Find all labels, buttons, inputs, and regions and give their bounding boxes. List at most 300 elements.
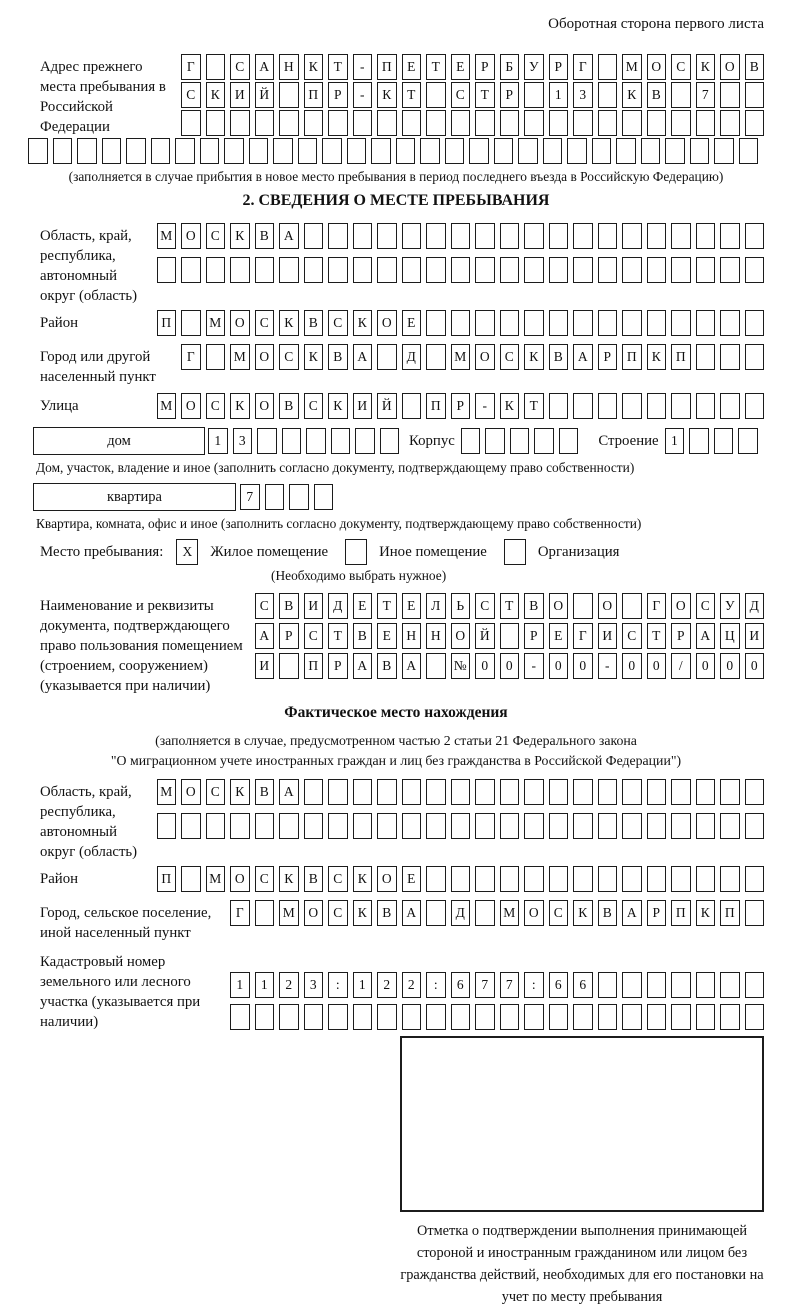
char-box[interactable]: П — [426, 393, 446, 419]
char-box[interactable]: К — [230, 393, 250, 419]
char-box[interactable]: О — [475, 344, 495, 370]
char-box[interactable]: В — [255, 223, 275, 249]
char-box[interactable]: О — [377, 310, 397, 336]
char-box[interactable]: 7 — [240, 484, 260, 510]
char-box[interactable]: А — [622, 900, 642, 926]
char-box[interactable] — [622, 257, 642, 283]
char-box[interactable] — [647, 1004, 667, 1030]
char-box[interactable] — [255, 1004, 275, 1030]
char-box[interactable] — [598, 223, 618, 249]
char-box[interactable]: В — [377, 653, 397, 679]
char-box[interactable]: И — [353, 393, 373, 419]
char-box[interactable]: Р — [279, 623, 299, 649]
char-box[interactable] — [377, 344, 397, 370]
char-box[interactable] — [524, 866, 544, 892]
char-box[interactable]: 0 — [500, 653, 520, 679]
char-box[interactable]: С — [230, 54, 250, 80]
char-box[interactable]: К — [230, 223, 250, 249]
char-box[interactable] — [720, 257, 740, 283]
char-box[interactable]: К — [230, 779, 250, 805]
char-box[interactable] — [306, 428, 326, 454]
char-box[interactable]: С — [304, 393, 324, 419]
char-box[interactable] — [549, 866, 569, 892]
char-box[interactable] — [500, 866, 520, 892]
char-box[interactable] — [328, 1004, 348, 1030]
char-box[interactable] — [696, 866, 716, 892]
char-box[interactable] — [549, 223, 569, 249]
char-box[interactable]: Д — [328, 593, 348, 619]
char-box[interactable]: Т — [328, 623, 348, 649]
char-box[interactable]: Л — [426, 593, 446, 619]
char-box[interactable]: Й — [377, 393, 397, 419]
char-box[interactable]: Т — [475, 82, 495, 108]
char-box[interactable] — [396, 138, 416, 164]
char-box[interactable]: 6 — [451, 972, 471, 998]
char-box[interactable]: 0 — [745, 653, 765, 679]
char-box[interactable] — [745, 110, 765, 136]
char-box[interactable] — [573, 866, 593, 892]
char-box[interactable] — [402, 1004, 422, 1030]
char-box[interactable] — [206, 110, 226, 136]
char-box[interactable] — [696, 779, 716, 805]
char-box[interactable]: Ц — [720, 623, 740, 649]
char-box[interactable] — [616, 138, 636, 164]
char-box[interactable] — [720, 344, 740, 370]
char-box[interactable]: К — [353, 866, 373, 892]
char-box[interactable]: К — [328, 393, 348, 419]
char-box[interactable] — [549, 310, 569, 336]
char-box[interactable] — [622, 779, 642, 805]
char-box[interactable] — [714, 138, 734, 164]
char-box[interactable] — [377, 813, 397, 839]
char-box[interactable]: М — [500, 900, 520, 926]
char-box[interactable]: 3 — [233, 428, 253, 454]
char-box[interactable]: - — [598, 653, 618, 679]
char-box[interactable]: И — [230, 82, 250, 108]
char-box[interactable]: П — [622, 344, 642, 370]
char-box[interactable] — [451, 257, 471, 283]
char-box[interactable] — [304, 223, 324, 249]
char-box[interactable] — [696, 257, 716, 283]
char-box[interactable] — [157, 813, 177, 839]
char-box[interactable] — [279, 653, 299, 679]
char-box[interactable] — [304, 110, 324, 136]
char-box[interactable]: В — [377, 900, 397, 926]
char-box[interactable] — [671, 813, 691, 839]
char-box[interactable]: П — [377, 54, 397, 80]
char-box[interactable]: 7 — [500, 972, 520, 998]
char-box[interactable]: Н — [279, 54, 299, 80]
char-box[interactable]: Е — [402, 310, 422, 336]
char-box[interactable] — [304, 257, 324, 283]
char-box[interactable]: О — [255, 344, 275, 370]
char-box[interactable] — [598, 813, 618, 839]
char-box[interactable] — [279, 813, 299, 839]
char-box[interactable] — [573, 257, 593, 283]
char-box[interactable] — [451, 866, 471, 892]
char-box[interactable]: У — [720, 593, 740, 619]
char-box[interactable]: 7 — [475, 972, 495, 998]
char-box[interactable] — [255, 257, 275, 283]
char-box[interactable] — [549, 257, 569, 283]
char-box[interactable]: Р — [500, 82, 520, 108]
char-box[interactable] — [543, 138, 563, 164]
char-box[interactable] — [353, 1004, 373, 1030]
char-box[interactable]: 0 — [696, 653, 716, 679]
char-box[interactable] — [671, 223, 691, 249]
char-box[interactable]: Р — [647, 900, 667, 926]
char-box[interactable] — [475, 110, 495, 136]
char-box[interactable]: В — [279, 593, 299, 619]
char-box[interactable]: А — [279, 779, 299, 805]
char-box[interactable] — [230, 813, 250, 839]
char-box[interactable] — [451, 223, 471, 249]
char-box[interactable]: Г — [647, 593, 667, 619]
char-box[interactable] — [328, 223, 348, 249]
char-box[interactable]: 2 — [402, 972, 422, 998]
char-box[interactable] — [28, 138, 48, 164]
char-box[interactable] — [475, 223, 495, 249]
char-box[interactable]: А — [353, 344, 373, 370]
char-box[interactable]: В — [647, 82, 667, 108]
char-box[interactable] — [322, 138, 342, 164]
char-box[interactable] — [328, 779, 348, 805]
char-box[interactable] — [622, 393, 642, 419]
char-box[interactable]: С — [328, 310, 348, 336]
char-box[interactable] — [426, 813, 446, 839]
char-box[interactable] — [745, 310, 765, 336]
char-box[interactable] — [181, 866, 201, 892]
char-box[interactable] — [598, 310, 618, 336]
char-box[interactable]: Н — [426, 623, 446, 649]
char-box[interactable]: 1 — [353, 972, 373, 998]
char-box[interactable]: Г — [573, 623, 593, 649]
char-box[interactable]: 3 — [304, 972, 324, 998]
char-box[interactable] — [745, 257, 765, 283]
char-box[interactable] — [671, 972, 691, 998]
char-box[interactable] — [500, 623, 520, 649]
char-box[interactable] — [402, 393, 422, 419]
char-box[interactable] — [126, 138, 146, 164]
char-box[interactable] — [720, 1004, 740, 1030]
char-box[interactable] — [426, 223, 446, 249]
char-box[interactable]: В — [304, 310, 324, 336]
char-box[interactable]: К — [353, 900, 373, 926]
char-box[interactable]: М — [230, 344, 250, 370]
char-box[interactable] — [200, 138, 220, 164]
char-box[interactable]: - — [353, 82, 373, 108]
char-box[interactable] — [745, 779, 765, 805]
char-box[interactable] — [353, 110, 373, 136]
char-box[interactable] — [451, 813, 471, 839]
char-box[interactable] — [181, 813, 201, 839]
char-box[interactable] — [500, 310, 520, 336]
char-box[interactable]: С — [328, 900, 348, 926]
char-box[interactable] — [720, 82, 740, 108]
stay-type-checkbox[interactable]: X — [176, 539, 198, 565]
char-box[interactable] — [304, 779, 324, 805]
char-box[interactable]: Ь — [451, 593, 471, 619]
char-box[interactable]: В — [279, 393, 299, 419]
char-box[interactable]: С — [255, 593, 275, 619]
stay-option-organization[interactable] — [504, 539, 620, 565]
char-box[interactable] — [720, 866, 740, 892]
char-box[interactable]: Е — [451, 54, 471, 80]
char-box[interactable]: Т — [377, 593, 397, 619]
char-box[interactable] — [671, 257, 691, 283]
char-box[interactable] — [696, 110, 716, 136]
char-box[interactable]: : — [426, 972, 446, 998]
char-box[interactable]: Е — [402, 54, 422, 80]
char-box[interactable] — [524, 813, 544, 839]
char-box[interactable]: 7 — [696, 82, 716, 108]
char-box[interactable]: И — [598, 623, 618, 649]
char-box[interactable]: А — [573, 344, 593, 370]
char-box[interactable]: К — [696, 54, 716, 80]
stay-type-checkbox[interactable] — [345, 539, 367, 565]
char-box[interactable]: 1 — [208, 428, 228, 454]
char-box[interactable] — [598, 54, 618, 80]
stay-type-checkbox[interactable] — [504, 539, 526, 565]
char-box[interactable]: О — [181, 223, 201, 249]
char-box[interactable] — [720, 779, 740, 805]
char-box[interactable] — [622, 813, 642, 839]
char-box[interactable] — [500, 223, 520, 249]
char-box[interactable] — [641, 138, 661, 164]
char-box[interactable]: С — [206, 393, 226, 419]
char-box[interactable]: Д — [451, 900, 471, 926]
char-box[interactable] — [402, 110, 422, 136]
char-box[interactable]: - — [475, 393, 495, 419]
char-box[interactable]: П — [720, 900, 740, 926]
char-box[interactable] — [671, 110, 691, 136]
char-box[interactable]: Й — [255, 82, 275, 108]
char-box[interactable]: Е — [353, 593, 373, 619]
char-box[interactable] — [255, 900, 275, 926]
char-box[interactable]: П — [304, 653, 324, 679]
char-box[interactable]: В — [304, 866, 324, 892]
char-box[interactable]: П — [671, 900, 691, 926]
char-box[interactable]: Р — [451, 393, 471, 419]
char-box[interactable] — [510, 428, 530, 454]
char-box[interactable]: П — [304, 82, 324, 108]
char-box[interactable]: Р — [475, 54, 495, 80]
char-box[interactable] — [696, 393, 716, 419]
char-box[interactable] — [402, 257, 422, 283]
char-box[interactable] — [622, 972, 642, 998]
char-box[interactable]: О — [598, 593, 618, 619]
char-box[interactable] — [714, 428, 734, 454]
char-box[interactable] — [598, 82, 618, 108]
char-box[interactable] — [230, 257, 250, 283]
char-box[interactable]: Г — [181, 344, 201, 370]
char-box[interactable]: О — [720, 54, 740, 80]
char-box[interactable] — [549, 1004, 569, 1030]
char-box[interactable] — [647, 779, 667, 805]
char-box[interactable] — [524, 1004, 544, 1030]
char-box[interactable] — [206, 257, 226, 283]
char-box[interactable]: Г — [181, 54, 201, 80]
char-box[interactable]: К — [279, 310, 299, 336]
char-box[interactable] — [426, 779, 446, 805]
char-box[interactable] — [524, 82, 544, 108]
char-box[interactable]: Д — [402, 344, 422, 370]
char-box[interactable] — [279, 1004, 299, 1030]
char-box[interactable] — [592, 138, 612, 164]
char-box[interactable]: Б — [500, 54, 520, 80]
char-box[interactable] — [534, 428, 554, 454]
char-box[interactable] — [622, 1004, 642, 1030]
char-box[interactable] — [426, 310, 446, 336]
char-box[interactable]: В — [255, 779, 275, 805]
char-box[interactable] — [206, 344, 226, 370]
char-box[interactable]: Р — [524, 623, 544, 649]
char-box[interactable] — [426, 653, 446, 679]
char-box[interactable]: И — [255, 653, 275, 679]
char-box[interactable] — [622, 310, 642, 336]
char-box[interactable]: М — [157, 223, 177, 249]
char-box[interactable] — [745, 344, 765, 370]
char-box[interactable] — [402, 779, 422, 805]
char-box[interactable]: О — [255, 393, 275, 419]
char-box[interactable] — [549, 110, 569, 136]
char-box[interactable] — [102, 138, 122, 164]
char-box[interactable]: 1 — [665, 428, 685, 454]
char-box[interactable]: К — [696, 900, 716, 926]
char-box[interactable]: Р — [328, 82, 348, 108]
char-box[interactable]: М — [206, 310, 226, 336]
char-box[interactable] — [671, 310, 691, 336]
char-box[interactable] — [647, 223, 667, 249]
char-box[interactable] — [665, 138, 685, 164]
char-box[interactable] — [314, 484, 334, 510]
char-box[interactable] — [559, 428, 579, 454]
char-box[interactable]: М — [157, 779, 177, 805]
char-box[interactable] — [485, 428, 505, 454]
char-box[interactable]: В — [598, 900, 618, 926]
char-box[interactable] — [524, 779, 544, 805]
char-box[interactable] — [377, 257, 397, 283]
char-box[interactable]: О — [647, 54, 667, 80]
char-box[interactable] — [175, 138, 195, 164]
char-box[interactable] — [598, 1004, 618, 1030]
char-box[interactable]: Т — [426, 54, 446, 80]
char-box[interactable] — [745, 223, 765, 249]
char-box[interactable] — [451, 310, 471, 336]
char-box[interactable] — [573, 1004, 593, 1030]
char-box[interactable]: К — [622, 82, 642, 108]
char-box[interactable]: М — [206, 866, 226, 892]
char-box[interactable]: С — [549, 900, 569, 926]
char-box[interactable] — [549, 393, 569, 419]
char-box[interactable]: В — [549, 344, 569, 370]
char-box[interactable]: В — [745, 54, 765, 80]
char-box[interactable] — [500, 257, 520, 283]
char-box[interactable]: К — [524, 344, 544, 370]
char-box[interactable] — [573, 813, 593, 839]
char-box[interactable]: № — [451, 653, 471, 679]
char-box[interactable] — [671, 779, 691, 805]
char-box[interactable] — [451, 779, 471, 805]
char-box[interactable]: Е — [377, 623, 397, 649]
char-box[interactable] — [745, 813, 765, 839]
char-box[interactable]: К — [206, 82, 226, 108]
char-box[interactable] — [500, 1004, 520, 1030]
char-box[interactable]: Р — [549, 54, 569, 80]
char-box[interactable]: О — [377, 866, 397, 892]
char-box[interactable] — [696, 344, 716, 370]
char-box[interactable] — [622, 223, 642, 249]
char-box[interactable]: К — [304, 54, 324, 80]
char-box[interactable]: О — [549, 593, 569, 619]
char-box[interactable]: М — [157, 393, 177, 419]
char-box[interactable]: К — [353, 310, 373, 336]
char-box[interactable] — [745, 866, 765, 892]
char-box[interactable] — [518, 138, 538, 164]
char-box[interactable]: А — [353, 653, 373, 679]
char-box[interactable]: С — [255, 866, 275, 892]
char-box[interactable] — [573, 310, 593, 336]
char-box[interactable] — [279, 110, 299, 136]
char-box[interactable]: О — [181, 393, 201, 419]
char-box[interactable]: С — [255, 310, 275, 336]
char-box[interactable] — [475, 1004, 495, 1030]
char-box[interactable] — [647, 866, 667, 892]
char-box[interactable]: 3 — [573, 82, 593, 108]
char-box[interactable] — [573, 393, 593, 419]
char-box[interactable] — [671, 1004, 691, 1030]
char-box[interactable] — [738, 428, 758, 454]
char-box[interactable]: / — [671, 653, 691, 679]
char-box[interactable] — [647, 813, 667, 839]
char-box[interactable] — [696, 972, 716, 998]
char-box[interactable] — [181, 310, 201, 336]
char-box[interactable] — [690, 138, 710, 164]
char-box[interactable] — [426, 344, 446, 370]
char-box[interactable] — [402, 813, 422, 839]
char-box[interactable]: С — [696, 593, 716, 619]
char-box[interactable]: К — [304, 344, 324, 370]
char-box[interactable]: К — [279, 866, 299, 892]
stay-option-other[interactable] — [345, 539, 487, 565]
char-box[interactable] — [224, 138, 244, 164]
char-box[interactable] — [377, 223, 397, 249]
char-box[interactable]: - — [353, 54, 373, 80]
char-box[interactable] — [739, 138, 759, 164]
char-box[interactable] — [249, 138, 269, 164]
char-box[interactable] — [671, 82, 691, 108]
char-box[interactable] — [573, 779, 593, 805]
char-box[interactable]: О — [181, 779, 201, 805]
char-box[interactable] — [720, 223, 740, 249]
char-box[interactable]: : — [328, 972, 348, 998]
char-box[interactable] — [573, 110, 593, 136]
char-box[interactable] — [328, 813, 348, 839]
char-box[interactable] — [475, 779, 495, 805]
char-box[interactable] — [524, 310, 544, 336]
char-box[interactable] — [696, 223, 716, 249]
char-box[interactable] — [524, 223, 544, 249]
char-box[interactable]: Т — [500, 593, 520, 619]
char-box[interactable]: С — [304, 623, 324, 649]
char-box[interactable] — [279, 82, 299, 108]
char-box[interactable] — [549, 813, 569, 839]
char-box[interactable] — [304, 813, 324, 839]
char-box[interactable] — [598, 779, 618, 805]
char-box[interactable] — [647, 310, 667, 336]
char-box[interactable] — [157, 257, 177, 283]
char-box[interactable]: : — [524, 972, 544, 998]
